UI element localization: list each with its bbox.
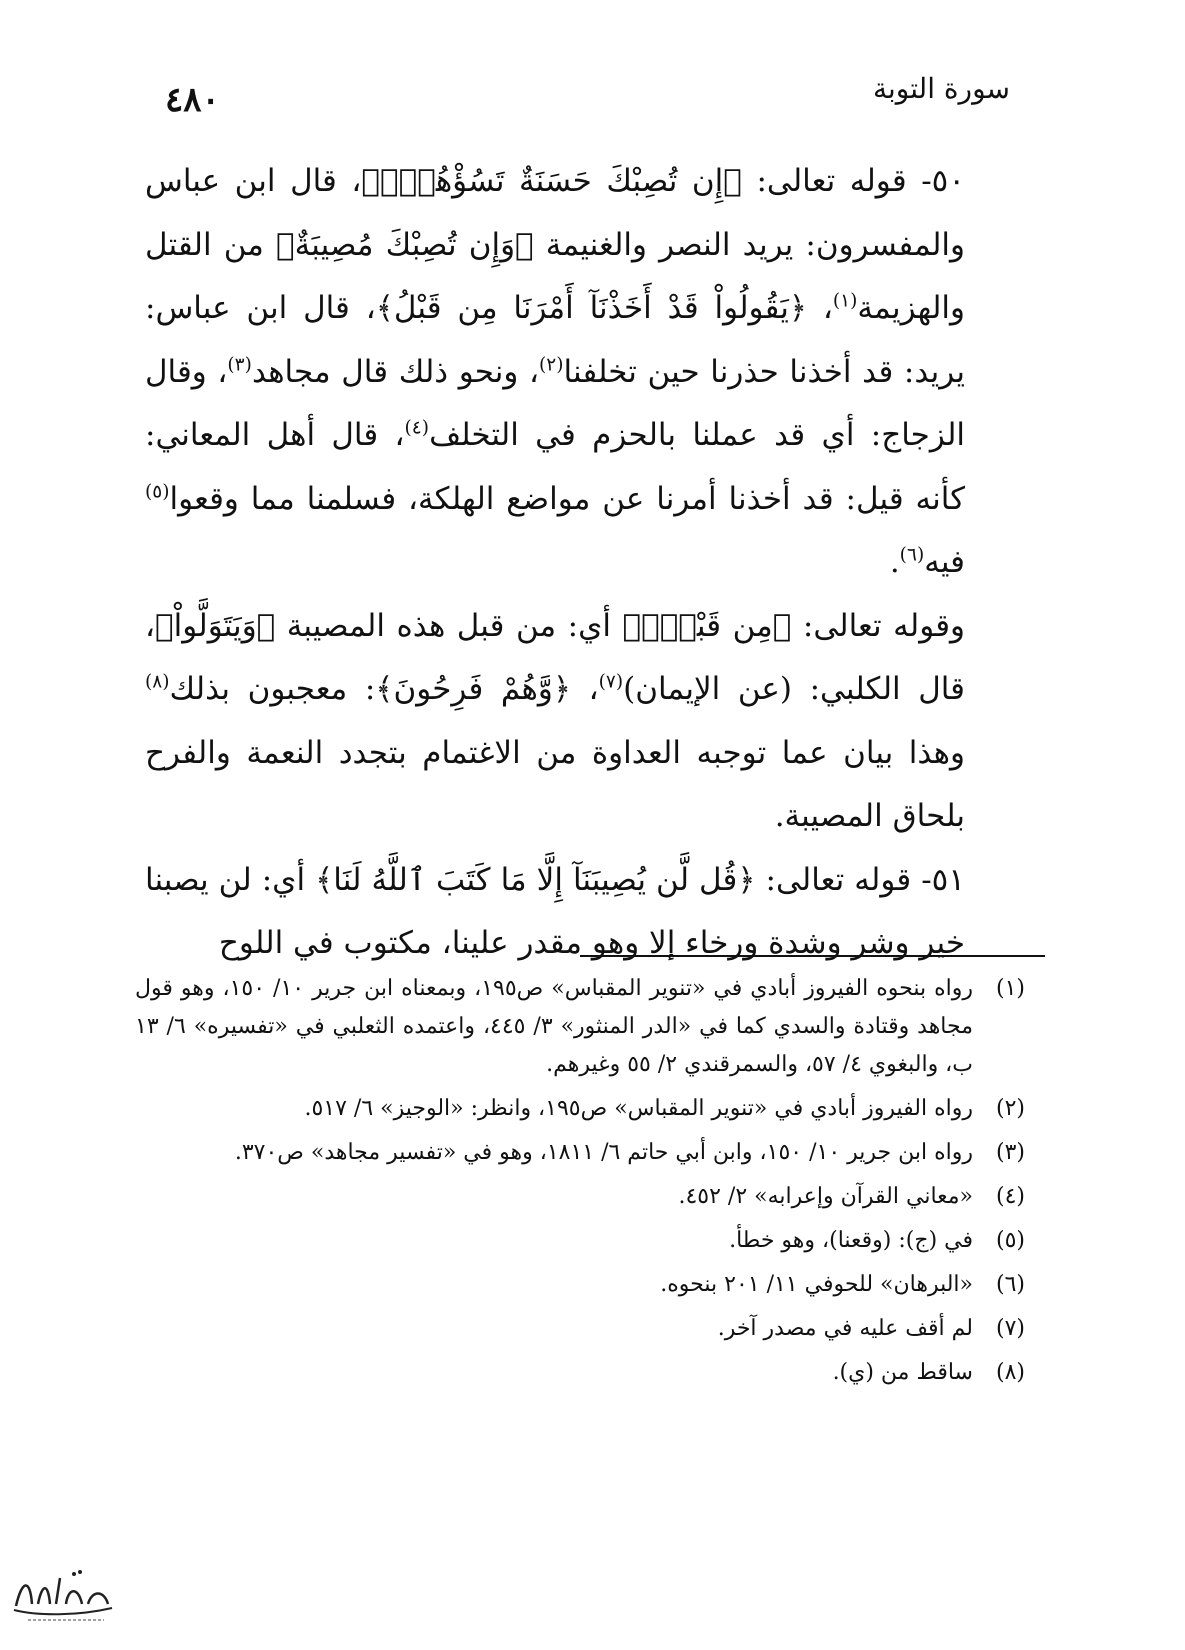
footnote-item xyxy=(135,1090,1025,1128)
text-run: أي: من قبل هذه المصيبة xyxy=(275,607,623,644)
footnote-number: (٦) xyxy=(995,1272,1025,1297)
footnote-ref: (١) xyxy=(832,290,858,312)
footnote-item xyxy=(135,1222,1025,1260)
page-number: ٤٨٠ xyxy=(165,80,220,120)
footnote-number: (٤) xyxy=(995,1184,1025,1209)
footnote-number: (١) xyxy=(995,976,1025,1001)
footnote-item xyxy=(135,1266,1025,1304)
footnote-item xyxy=(135,1354,1025,1392)
footnote-text: لم أقف عليه في مصدر آخر. xyxy=(717,1316,973,1341)
text-run: وقوله تعالى: xyxy=(791,607,965,644)
text-run: ، قال ابن عباس والمفسرون: يريد النصر والغنيمة xyxy=(145,163,965,263)
text-run: فيه xyxy=(924,544,965,580)
footnote-text: ساقط من (ي). xyxy=(832,1360,973,1385)
footnote-item xyxy=(135,1178,1025,1216)
footnote-number: (٥) xyxy=(995,1228,1025,1253)
footnote-number: (٨) xyxy=(995,1360,1025,1385)
footnote-number: (٢) xyxy=(995,1096,1025,1121)
quran-quote: ﴿وَإِن تُصِبْكَ مُصِيبَةٌ﴾ xyxy=(276,226,534,263)
footnote-item xyxy=(135,970,1025,1084)
footnote-ref: (٦) xyxy=(899,544,925,566)
text-run: ، ونحو ذلك قال مجاهد xyxy=(251,353,539,390)
footnote-ref: (٢) xyxy=(538,354,564,376)
footnote-item xyxy=(135,1310,1025,1348)
footnote-ref: (٤) xyxy=(404,417,430,439)
page-header xyxy=(165,72,1010,122)
text-run: ، xyxy=(571,671,599,707)
text-run: ، قال أهل المعاني: كأنه قيل: قد أخذنا أمرنا عن مواضع الهلكة، فسلمنا مما وقعوا xyxy=(145,417,965,517)
footnote-text: رواه الفيروز أبادي في «تنوير المقباس» ص١٩٥، وانظر: «الوجيز» ٦/ ٥١٧. xyxy=(304,1096,973,1121)
text-run: وهذا بيان عما توجبه العداوة من الاغتمام بتجدد النعمة والفرح بلحاق المصيبة. xyxy=(145,734,965,834)
footnotes xyxy=(135,970,1025,1398)
footnote-number: (٧) xyxy=(995,1316,1025,1341)
text-run: ، وقال الزجاج: أي قد عملنا بالحزم في التخلف xyxy=(145,353,965,453)
text-run: ، xyxy=(807,290,833,326)
text-run: ٥٠- قوله تعالى: xyxy=(741,163,965,199)
quran-quote: ﴿يَقُولُواْ قَدْ أَخَذْنَآ أَمْرَنَا مِن قَبْلُ﴾ xyxy=(375,290,808,326)
footnote-ref: (٧) xyxy=(598,671,624,693)
footnote-divider xyxy=(580,955,1045,957)
quran-quote: ﴿مِن قَبْلُۖ﴾ xyxy=(622,607,792,644)
footnote-ref: (٣) xyxy=(227,354,252,376)
footnote-text: رواه بنحوه الفيروز أبادي في «تنوير المقباس» ص١٩٥، وبمعناه ابن جرير ١٠/ ١٥٠، وهو قول مجاهد وقتادة والسدي كما في «الدر المنثور» ٣/ ٤٤٥، واعتمده الثعلبي في «تفسيره» ٦/ ١٣ ب، والبغوي ٤/ ٥٧، والسمرقندي ٢/ ٥٥ وغيرهم. xyxy=(135,976,973,1077)
text-run: من القتل والهزيمة xyxy=(145,226,965,326)
quran-quote: ﴿وَيَتَوَلَّواْ﴾ xyxy=(155,607,276,644)
footnote-ref: (٨) xyxy=(145,671,170,693)
text-run: . xyxy=(889,544,900,580)
text-run: ٥١- قوله تعالى: xyxy=(755,861,965,898)
watermark-logo xyxy=(8,1560,118,1632)
footnote-text: «البرهان» للحوفي ١١/ ٢٠١ بنحوه. xyxy=(660,1272,973,1297)
text-run: : معجبون بذلك xyxy=(169,671,376,707)
text-run: ، قال ابن عباس: يريد: قد أخذنا حذرنا حين تخلفنا xyxy=(145,290,965,390)
footnote-text: «معاني القرآن وإعرابه» ٢/ ٤٥٢. xyxy=(678,1184,973,1209)
footnote-ref: (٥) xyxy=(145,481,170,503)
paragraph-verse-50 xyxy=(145,150,1025,595)
footnote-item xyxy=(135,1134,1025,1172)
quran-quote: ﴿إِن تُصِبْكَ حَسَنَةٌ تَسُؤْهُمْۖ﴾ xyxy=(361,163,742,199)
footnote-number: (٣) xyxy=(995,1140,1025,1165)
main-text xyxy=(145,150,1025,976)
quran-quote: ﴿قُل لَّن يُصِيبَنَآ إِلَّا مَا كَتَبَ ٱللَّهُ لَنَا﴾ xyxy=(315,861,756,898)
footnote-text: رواه ابن جرير ١٠/ ١٥٠، وابن أبي حاتم ٦/ ١٨١١، وهو في «تفسير مجاهد» ص٣٧٠. xyxy=(234,1140,973,1165)
text-run: أي: لن يصبنا خير وشر وشدة ورخاء إلا وهو مقدر علينا، مكتوب في اللوح xyxy=(145,861,965,961)
paragraph-commentary xyxy=(145,595,1025,849)
footnote-text: في (ج): (وقعنا)، وهو خطأ. xyxy=(729,1228,973,1253)
surah-title: سورة التوبة xyxy=(872,72,1010,105)
quran-quote: ﴿وَّهُمْ فَرِحُونَ﴾ xyxy=(375,671,571,707)
text-run: ، قال الكلبي: (عن الإيمان) xyxy=(145,607,966,707)
